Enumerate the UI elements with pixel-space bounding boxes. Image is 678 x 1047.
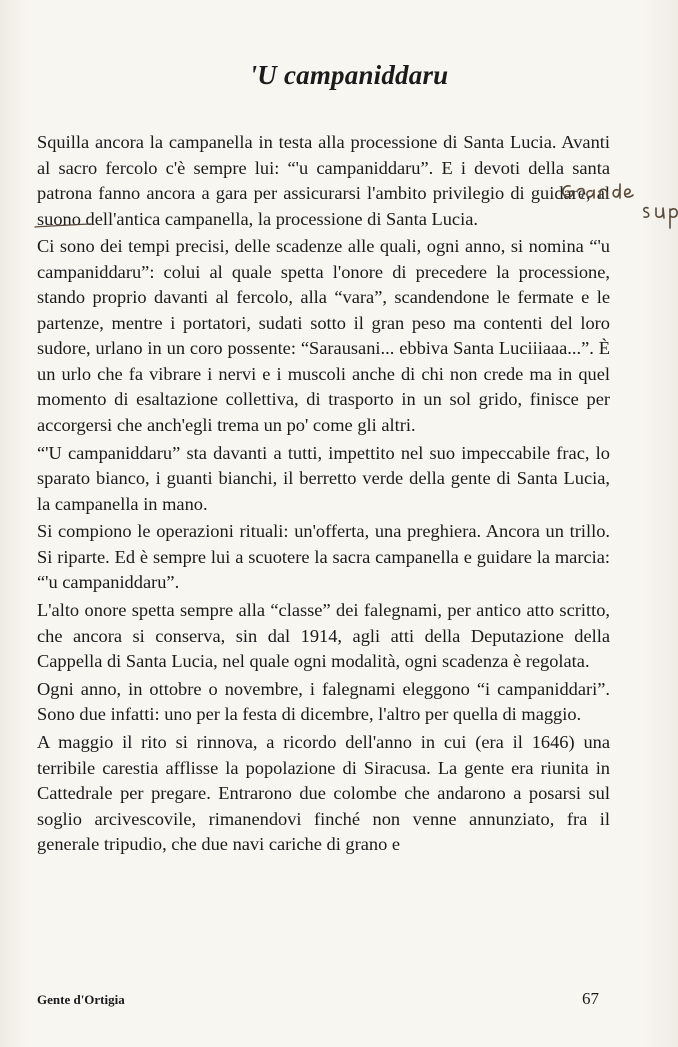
page-title: 'U campaniddaru bbox=[249, 60, 449, 90]
paragraph: “'U campaniddaru” sta davanti a tutti, impettito nel suo impeccabile frac, lo sparato bianco, i guanti bianchi, il berretto verde della gente di Santa Lucia, la campanella in mano. bbox=[37, 442, 610, 514]
book-title-footer: Gente d'Ortigia bbox=[37, 992, 125, 1007]
paragraph: A maggio il rito si rinnova, a ricordo dell'anno in cui (era il 1646) una terribile carestia afflisse la popolazione di Siracusa. La gente era riunita in Cattedrale per pregare. Entrarono due colombe che andarono a posarsi sul soglio arcivescovile, rimanendovi finché non venne annunziato, fra il generale tripudio, che due navi cariche di grano e bbox=[37, 732, 610, 855]
article-body bbox=[37, 130, 610, 858]
page-number: 67 bbox=[582, 989, 599, 1008]
paragraph: L'alto onore spetta sempre alla “classe” dei falegnami, per antico atto scritto, che ancora si conserva, sin dal 1914, agli atti della Deputazione della Cappella di Santa Lucia, nel quale ogni modalità, ogni scadenza è regolata. bbox=[37, 600, 610, 672]
pen-underline-icon bbox=[33, 222, 93, 230]
paragraph: Si compiono le operazioni rituali: un'offerta, una preghiera. Ancora un trillo. Si riparte. Ed è sempre lui a scuotere la sacra campanella e guidare la marcia: “'u campaniddaru”. bbox=[37, 521, 610, 593]
paragraph: Ci sono dei tempi precisi, delle scadenze alle quali, ogni anno, si nomina “'u campaniddaru”: colui al quale spetta l'onore di precedere la processione, stando proprio davanti al fercolo, alla “vara”, scandendone le fermate e le partenze, mentre i portatori, sudati sotto il gran peso ma contenti del loro sudore, urlano in un coro possente: “Sarausani... ebbiva Santa Luciiiaaa...”. È un urlo che fa vibrare i nervi e i muscoli anche di chi non crede ma in quel momento di esaltazione collettiva, di trasporto in un sol grido, finisce per accorgersi che anch'egli trema un po' come gli altri. bbox=[37, 236, 610, 435]
paragraph: Ogni anno, in ottobre o novembre, i falegnami eleggono “i campaniddari”. Sono due infatti: uno per la festa di dicembre, l'altro per quella di maggio. bbox=[37, 678, 610, 725]
paragraph: Squilla ancora la campanella in testa alla processione di Santa Lucia. Avanti al sacro fercolo c'è sempre lui: “'u campaniddaru”. E i devoti della santa patrona fanno ancora a gara per assicurarsi l'ambito privilegio di guidare, al suono dell'antica campanella, la processione di Santa Lucia. bbox=[37, 132, 610, 229]
handwritten-annotation-icon bbox=[556, 178, 678, 238]
